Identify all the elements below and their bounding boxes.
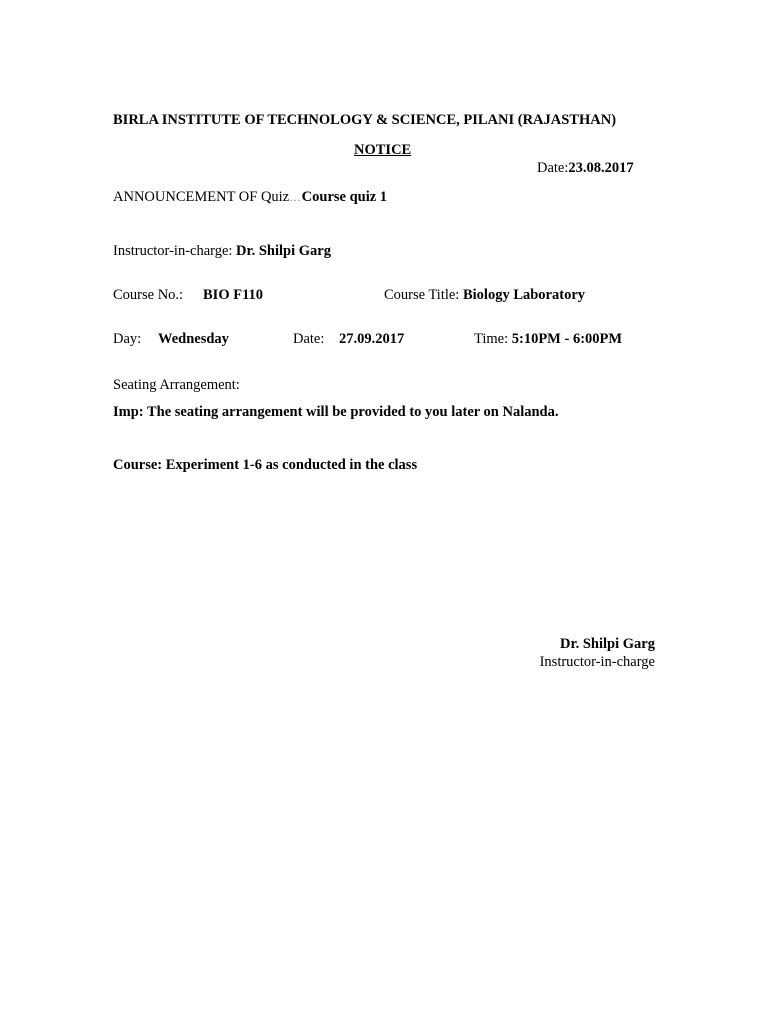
notice-date-label: Date: [537,160,569,176]
announcement-value: Course quiz 1 [301,189,388,205]
day-value: Wednesday [158,331,229,347]
course-title [384,286,585,304]
course-no-label: Course No.: [113,287,184,303]
announcement-line [113,188,387,206]
notice-date [537,159,634,177]
day-label: Day: [113,331,142,347]
announcement-label: ANNOUNCEMENT OF Quiz [113,189,290,205]
announcement-dots: … [289,190,302,204]
exam-date-value: 27.09.2017 [339,331,405,347]
course-no-value: BIO F110 [203,287,264,303]
signature-role: Instructor-in-charge [539,654,655,670]
course-title-value: Biology Laboratory [462,287,586,303]
instructor-label: Instructor-in-charge: [113,243,237,259]
instructor-name: Dr. Shilpi Garg [236,243,331,259]
exam-time [474,330,622,348]
signature-name: Dr. Shilpi Garg [560,636,655,652]
course-title-label: Course Title: [384,287,463,303]
notice-date-value: 23.08.2017 [568,160,634,176]
notice-heading: NOTICE [354,142,412,158]
exam-time-value: 5:10PM - 6:00PM [511,331,623,347]
seating-note: Imp: The seating arrangement will be provided to you later on Nalanda. [113,404,559,420]
exam-time-label: Time: [474,331,512,347]
syllabus-line: Course: Experiment 1-6 as conducted in the class [113,457,418,473]
seating-label: Seating Arrangement: [113,377,240,393]
institute-title: BIRLA INSTITUTE OF TECHNOLOGY & SCIENCE, PILANI (RAJASTHAN) [113,112,617,128]
exam-date-label: Date: [293,331,325,347]
instructor-line [113,242,331,260]
